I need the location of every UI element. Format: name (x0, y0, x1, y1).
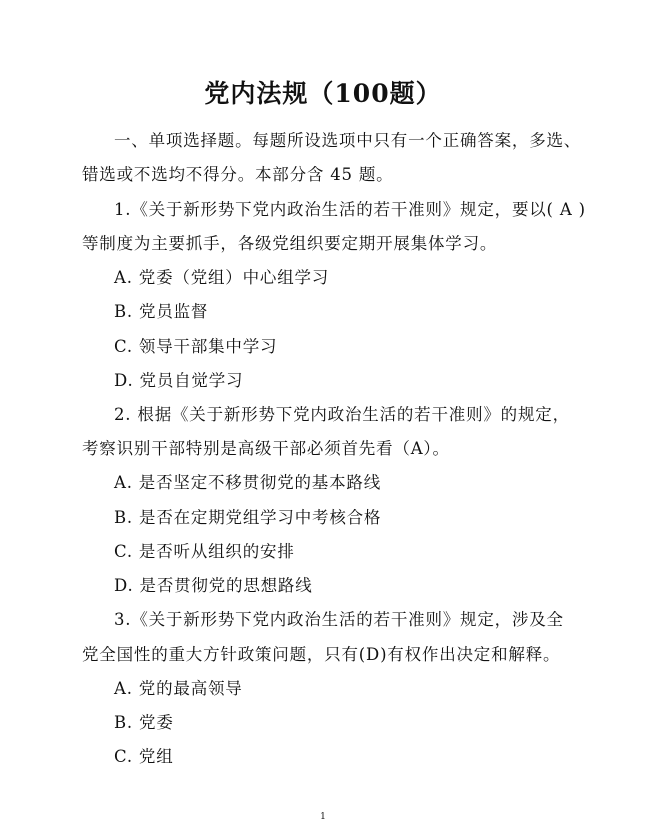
page-title: 党内法规（100题） (204, 79, 442, 108)
question-2-option-a: A. 是否坚定不移贯彻党的基本路线 (114, 473, 382, 492)
question-2-line-2: 考察识别干部特别是高级干部必须首先看（A）。 (82, 439, 450, 458)
question-2-option-b: B. 是否在定期党组学习中考核合格 (114, 508, 382, 527)
question-2-option-d: D. 是否贯彻党的思想路线 (114, 576, 313, 595)
section-heading-line-2: 错选或不选均不得分。本部分含 45 题。 (82, 165, 394, 184)
question-3-line-1: 3.《关于新形势下党内政治生活的若干准则》规定，涉及全 (114, 610, 564, 629)
question-1-option-c: C. 领导干部集中学习 (114, 337, 278, 356)
question-1-line-2: 等制度为主要抓手，各级党组织要定期开展集体学习。 (82, 234, 498, 253)
question-3-option-c: C. 党组 (114, 747, 174, 766)
question-3-line-2: 党全国性的重大方针政策问题，只有(D)有权作出决定和解释。 (82, 645, 561, 664)
page-number: 1 (320, 812, 326, 822)
question-1-option-a: A. 党委（党组）中心组学习 (114, 268, 330, 287)
question-1-option-b: B. 党员监督 (114, 302, 209, 321)
question-2-line-1: 2. 根据《关于新形势下党内政治生活的若干准则》的规定， (114, 405, 570, 424)
question-1-line-1: 1.《关于新形势下党内政治生活的若干准则》规定，要以( A ) (114, 200, 586, 219)
question-2-option-c: C. 是否听从组织的安排 (114, 542, 295, 561)
question-3-option-a: A. 党的最高领导 (114, 679, 243, 698)
question-1-option-d: D. 党员自觉学习 (114, 371, 244, 390)
question-3-option-b: B. 党委 (114, 713, 174, 732)
section-heading-line-1: 一、单项选择题。每题所设选项中只有一个正确答案，多选、 (114, 131, 582, 150)
